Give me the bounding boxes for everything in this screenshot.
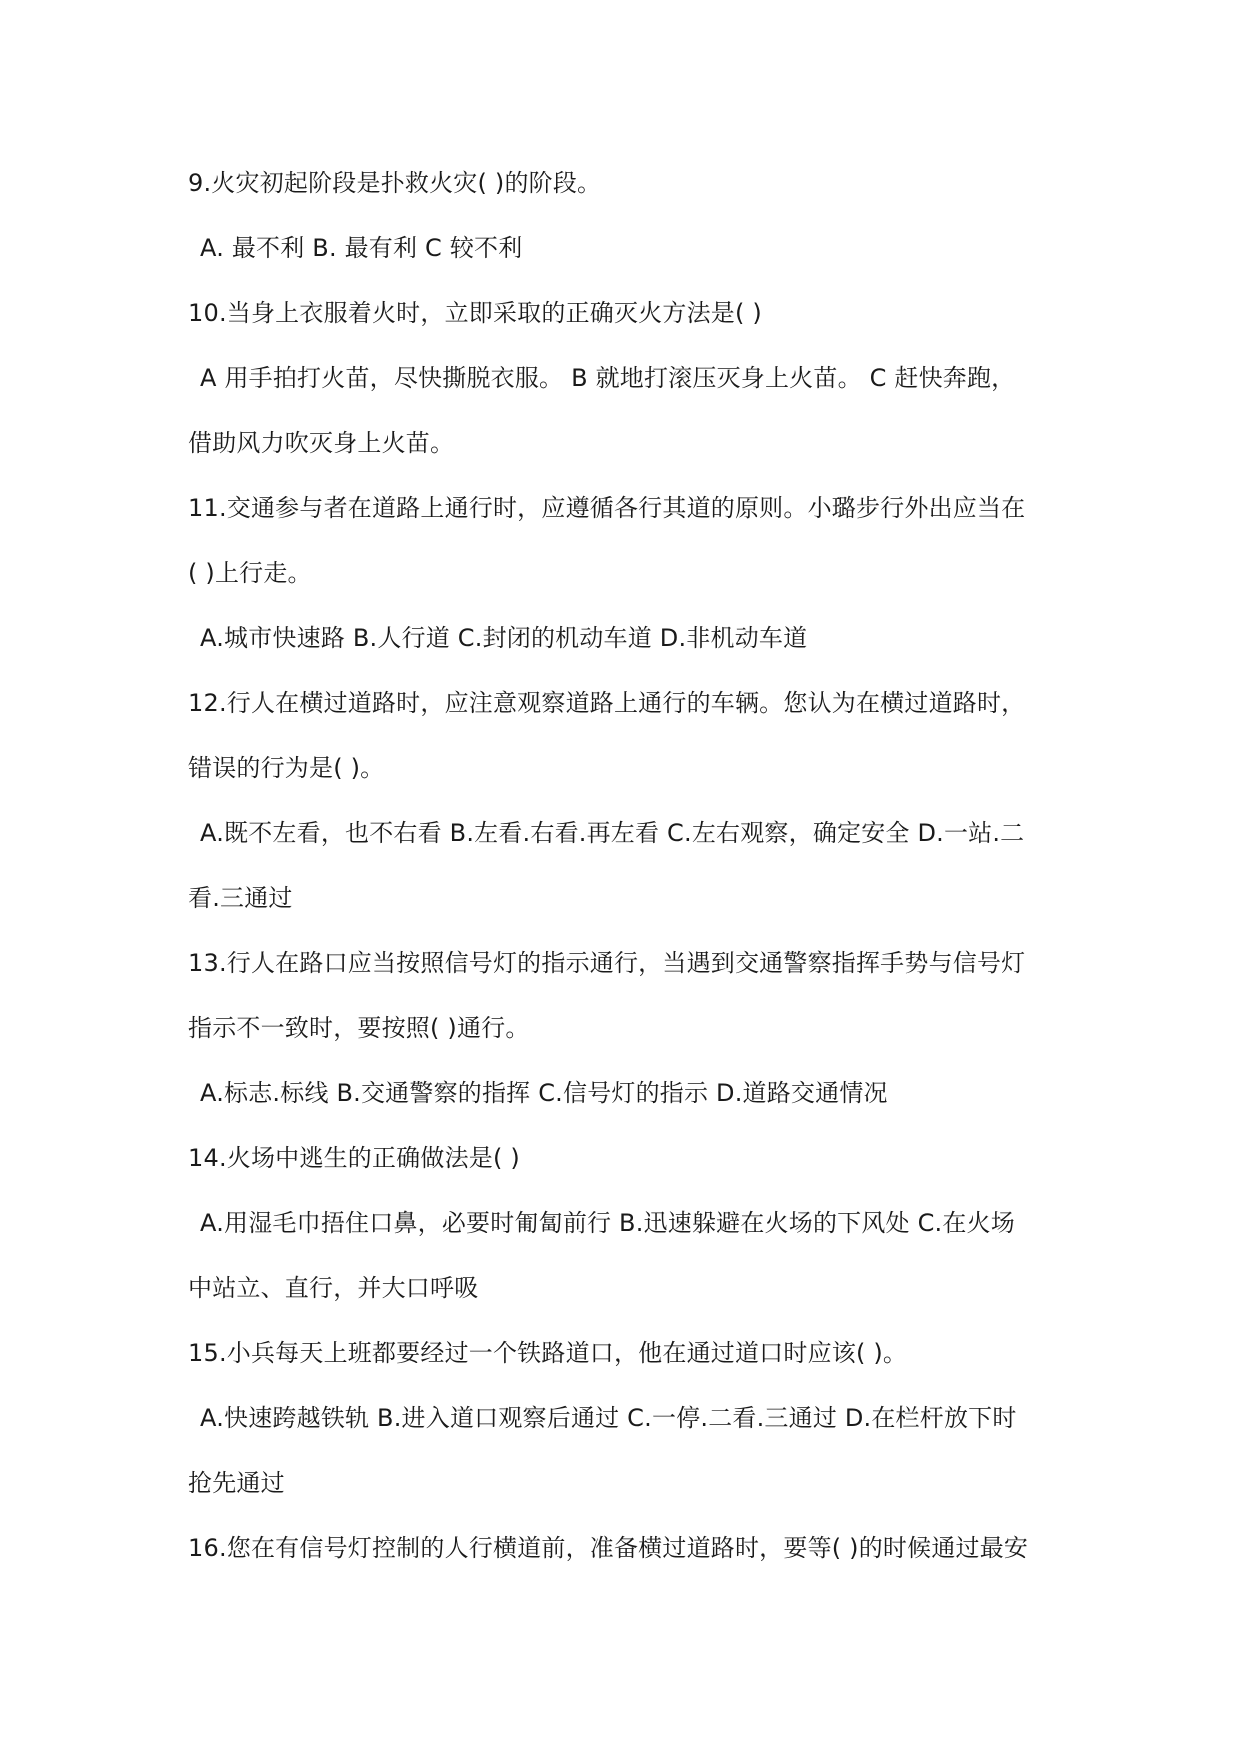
question-16-text: 16.您在有信号灯控制的人行横道前，准备横过道路时，要等( )的时候通过最安 xyxy=(188,1534,1029,1562)
question-14-options-cont: 中站立、直行，并大口呼吸 xyxy=(188,1274,479,1302)
question-12-text-cont: 错误的行为是( )。 xyxy=(188,754,385,782)
question-13-text: 13.行人在路口应当按照信号灯的指示通行，当遇到交通警察指挥手势与信号灯 xyxy=(188,949,1026,977)
question-9-options: A. 最不利 B. 最有利 C 较不利 xyxy=(200,234,523,262)
question-11-options: A.城市快速路 B.人行道 C.封闭的机动车道 D.非机动车道 xyxy=(200,624,808,652)
question-10-options: A 用手拍打火苗，尽快撕脱衣服。 B 就地打滚压灭身上火苗。 C 赶快奔跑， xyxy=(200,364,1016,392)
question-15-text: 15.小兵每天上班都要经过一个铁路道口，他在通过道口时应该( )。 xyxy=(188,1339,908,1367)
question-12-text: 12.行人在横过道路时，应注意观察道路上通行的车辆。您认为在横过道路时， xyxy=(188,689,1026,717)
question-11-text: 11.交通参与者在道路上通行时，应遵循各行其道的原则。小璐步行外出应当在 xyxy=(188,494,1026,522)
question-9-text: 9.火灾初起阶段是扑救火灾( )的阶段。 xyxy=(188,169,602,197)
question-14-options: A.用湿毛巾捂住口鼻，必要时匍匐前行 B.迅速躲避在火场的下风处 C.在火场 xyxy=(200,1209,1015,1237)
question-11-text-cont: ( )上行走。 xyxy=(188,559,312,587)
question-12-options-cont: 看.三通过 xyxy=(188,884,293,912)
question-12-options: A.既不左看，也不右看 B.左看.右看.再左看 C.左右观察，确定安全 D.一站.二 xyxy=(200,819,1025,847)
question-10-text: 10.当身上衣服着火时，立即采取的正确灭火方法是( ) xyxy=(188,299,762,327)
question-15-options-cont: 抢先通过 xyxy=(188,1469,285,1497)
question-10-options-cont: 借助风力吹灭身上火苗。 xyxy=(188,429,455,457)
question-15-options: A.快速跨越铁轨 B.进入道口观察后通过 C.一停.二看.三通过 D.在栏杆放下时 xyxy=(200,1404,1017,1432)
question-13-text-cont: 指示不一致时，要按照( )通行。 xyxy=(188,1014,530,1042)
question-13-options: A.标志.标线 B.交通警察的指挥 C.信号灯的指示 D.道路交通情况 xyxy=(200,1079,888,1107)
question-14-text: 14.火场中逃生的正确做法是( ) xyxy=(188,1144,520,1172)
